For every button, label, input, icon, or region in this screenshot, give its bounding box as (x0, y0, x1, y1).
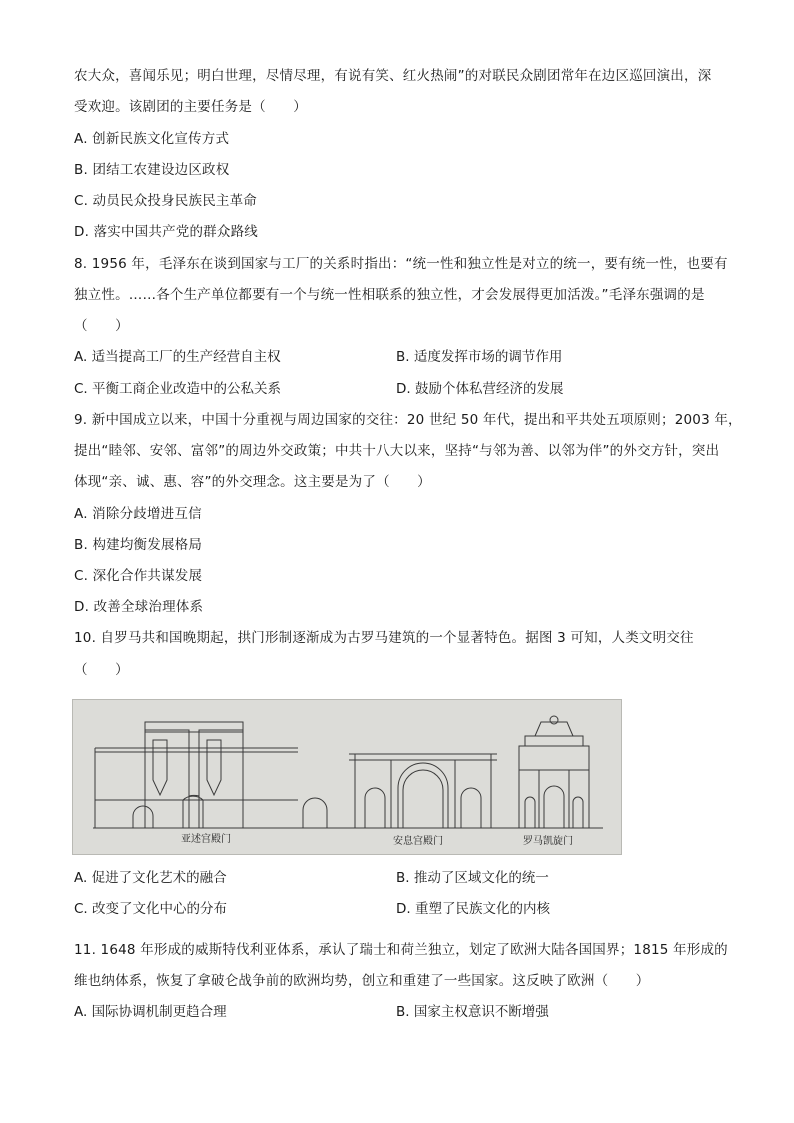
q10-stem-line-2: （ ） (74, 662, 129, 678)
q11-stem-line-2: 维也纳体系，恢复了拿破仑战争前的欧洲均势，创立和重建了一些国家。这反映了欧洲（ ） (74, 973, 650, 989)
roman-arch-drawing (519, 716, 589, 828)
q10-option-b[interactable]: B. 推动了区域文化的统一 (396, 870, 549, 886)
q8-stem-line-2: 独立性。……各个生产单位都要有一个与统一性相联系的独立性，才会发展得更加活泼。”毛泽东强调的是 (74, 287, 705, 303)
q8-option-b[interactable]: B. 适度发挥市场的调节作用 (396, 349, 563, 365)
q9-option-c[interactable]: C. 深化合作共谋发展 (74, 568, 203, 584)
caption-assyrian-gate: 亚述宫殿门 (181, 834, 231, 845)
q9-stem-line-3: 体现“亲、诚、惠、容”的外交理念。这主要是为了（ ） (74, 474, 431, 490)
q11-stem-line-1: 11. 1648 年形成的威斯特伐利亚体系，承认了瑞士和荷兰独立，划定了欧洲大陆各国国界；1815 年形成的 (74, 942, 728, 958)
q9-option-a[interactable]: A. 消除分歧增进互信 (74, 506, 202, 522)
q8-option-a[interactable]: A. 适当提高工厂的生产经营自主权 (74, 349, 281, 365)
q9-stem-line-2: 提出“睦邻、安邻、富邻”的周边外交政策；中共十八大以来，坚持“与邻为善、以邻为伴”的外交方针，突出 (74, 443, 720, 459)
q8-stem-line-3: （ ） (74, 318, 129, 334)
q11-option-b[interactable]: B. 国家主权意识不断增强 (396, 1004, 549, 1020)
caption-parthian-gate: 安息宫殿门 (393, 836, 443, 847)
q7-stem-line-2: 受欢迎。该剧团的主要任务是（ ） (74, 99, 307, 115)
q7-option-b[interactable]: B. 团结工农建设边区政权 (74, 162, 230, 178)
caption-roman-arch: 罗马凯旋门 (523, 836, 573, 847)
q8-stem-line-1: 8. 1956 年，毛泽东在谈到国家与工厂的关系时指出：“统一性和独立性是对立的统一，要有统一性，也要有 (74, 256, 728, 272)
parthian-gate-drawing (349, 754, 497, 828)
q8-option-d[interactable]: D. 鼓励个体私营经济的发展 (396, 381, 564, 397)
q10-option-c[interactable]: C. 改变了文化中心的分布 (74, 901, 228, 917)
q7-option-a[interactable]: A. 创新民族文化宣传方式 (74, 131, 230, 147)
q9-option-d[interactable]: D. 改善全球治理体系 (74, 599, 204, 615)
q11-option-a[interactable]: A. 国际协调机制更趋合理 (74, 1004, 227, 1020)
q9-stem-line-1: 9. 新中国成立以来，中国十分重视与周边国家的交往：20 世纪 50 年代，提出和平共处五项原则；2003 年， (74, 412, 742, 428)
q7-stem-line-1: 农大众，喜闻乐见；明白世理，尽情尽理，有说有笑、红火热闹”的对联民众剧团常年在边区巡回演出，深 (74, 68, 712, 84)
q7-option-d[interactable]: D. 落实中国共产党的群众路线 (74, 224, 258, 240)
q10-option-a[interactable]: A. 促进了文化艺术的融合 (74, 870, 227, 886)
q10-stem-line-1: 10. 自罗马共和国晚期起，拱门形制逐渐成为古罗马建筑的一个显著特色。据图 3 可知，人类文明交往 (74, 630, 694, 646)
q8-option-c[interactable]: C. 平衡工商企业改造中的公私关系 (74, 381, 282, 397)
q9-option-b[interactable]: B. 构建均衡发展格局 (74, 537, 203, 553)
q7-option-c[interactable]: C. 动员民众投身民族民主革命 (74, 193, 258, 209)
q10-option-d[interactable]: D. 重塑了民族文化的内核 (396, 901, 550, 917)
figure-3-arch-gates (72, 699, 622, 855)
assyrian-gate-drawing (95, 722, 327, 828)
